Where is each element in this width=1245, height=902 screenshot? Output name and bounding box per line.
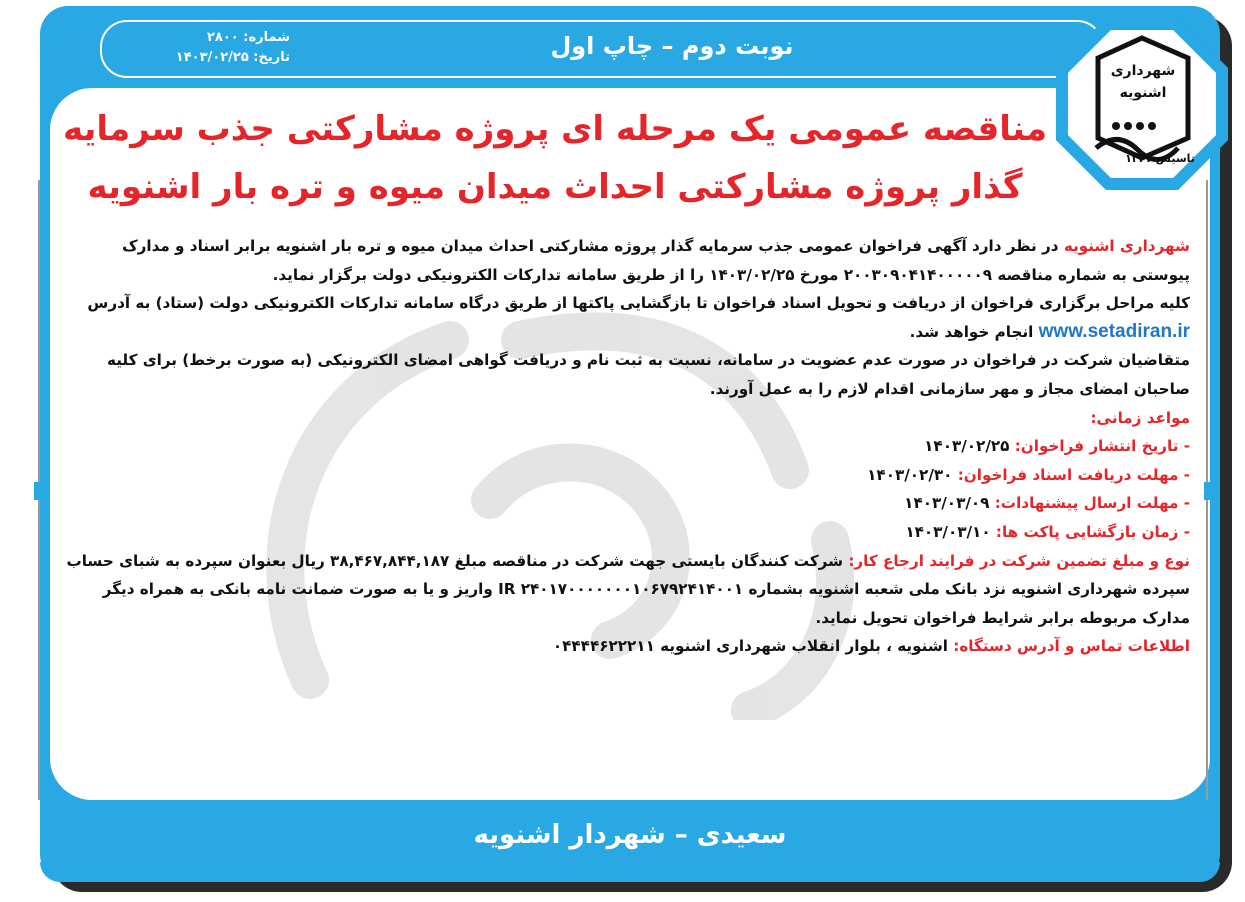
logo-name-1: شهرداری [1110, 63, 1176, 79]
deadline-value: ۱۴۰۳/۰۲/۲۵ [924, 437, 1010, 456]
guarantee-label: نوع و مبلغ تضمین شرکت در فرایند ارجاع کار: [848, 551, 1190, 570]
deadlines-title: مواعد زمانی: [1090, 408, 1190, 427]
deadline-item [64, 461, 1190, 490]
paragraph-2-text: کلیه مراحل برگزاری فراخوان از دریافت و تحویل اسناد فراخوان تا بازگشایی پاکتها از طریق درگاه سامانه تدارکات الکترونیکی دولت (ستاد) به آدرس [87, 294, 1190, 313]
notice-date: تاریخ: ۱۴۰۳/۰۲/۲۵ [175, 50, 290, 65]
deadline-value: ۱۴۰۳/۰۳/۱۰ [905, 522, 991, 541]
deadline-label: - مهلت دریافت اسناد فراخوان: [957, 465, 1190, 484]
paragraph-3: متقاضیان شرکت در فراخوان در صورت عدم عضویت در سامانه، نسبت به ثبت نام و دریافت گواهی امضای الکترونیکی (به صورت برخط) برای کلیه صاحبان امضای مجاز و مهر سازمانی اقدام لازم را به عمل آورند. [107, 351, 1190, 398]
paragraph-1 [64, 232, 1190, 289]
deadline-value: ۱۴۰۳/۰۲/۳۰ [867, 465, 953, 484]
paragraph-2-after: انجام خواهد شد. [909, 322, 1039, 341]
deadline-value: ۱۴۰۳/۰۳/۰۹ [904, 494, 990, 513]
guarantee-text: شرکت کنندگان بایستی جهت شرکت در مناقصه مبلغ ۳۸,۴۶۷,۸۴۴,۱۸۷ ریال بعنوان سپرده به شبای حساب سپرده شهرداری اشنویه نزد بانک ملی شعبه اشنویه بشماره IR ۲۴۰۱۷۰۰۰۰۰۰۰۱۰۶۷۹۲۴۱۴۰۰۱ واریز و یا به صورت ضمانت نامه بانکی به همراه دیگر مدارک مربوطه برابر شرایط فراخوان تحویل نماید. [66, 551, 1190, 627]
left-tick [34, 482, 42, 500]
logo-name-2: اشنویه [1119, 85, 1167, 101]
municipality-name: شهرداری اشنویه [1063, 237, 1190, 255]
right-tick [1204, 482, 1212, 500]
signature-footer: سعیدی – شهردار اشنویه [473, 820, 787, 850]
deadline-item [64, 518, 1190, 547]
logo-founded: تاسیس ۱۳۳۷ [1125, 152, 1195, 165]
logo-text [1088, 60, 1198, 104]
contact-label: اطلاعات تماس و آدرس دستگاه: [953, 637, 1190, 656]
deadline-item [64, 432, 1190, 461]
contact-text: اشنویه ، بلوار انقلاب شهرداری اشنویه ۰۴۴۴۴۶۲۲۲۱۱ [552, 637, 954, 656]
notice-body [64, 232, 1190, 661]
deadline-label: - مهلت ارسال پیشنهادات: [994, 494, 1190, 513]
notice-headline: مناقصه عمومی یک مرحله ای پروژه مشارکتی جذب سرمایه گذار پروژه مشارکتی احداث میدان میوه و تره بار اشنویه [63, 109, 1047, 207]
notice-number: شماره: ۲۸۰۰ [206, 30, 290, 45]
edition-title: نوبت دوم – چاپ اول [550, 32, 794, 60]
footer-bar [40, 862, 1220, 882]
deadline-label: - تاریخ انتشار فراخوان: [1014, 437, 1190, 456]
notice-meta [120, 28, 290, 68]
contact-paragraph [64, 632, 1190, 661]
setad-link[interactable]: www.setadiran.ir [1038, 320, 1190, 342]
deadline-label: - زمان بازگشایی پاکت ها: [995, 522, 1190, 541]
deadline-item [64, 489, 1190, 518]
header-bar [100, 20, 1104, 78]
guarantee-paragraph [64, 547, 1190, 633]
paragraph-1-text: در نظر دارد آگهی فراخوان عمومی جذب سرمایه گذار پروژه مشارکتی احداث میدان میوه و تره بار اشنویه برابر اسناد و مدارک پیوستی به شماره مناقصه ۲۰۰۳۰۹۰۴۱۴۰۰۰۰۰۹ مورخ ۱۴۰۳/۰۲/۲۵ را از طریق سامانه تدارکات الکترونیکی دولت برگزار نماید. [122, 237, 1190, 284]
paragraph-2 [64, 289, 1190, 346]
